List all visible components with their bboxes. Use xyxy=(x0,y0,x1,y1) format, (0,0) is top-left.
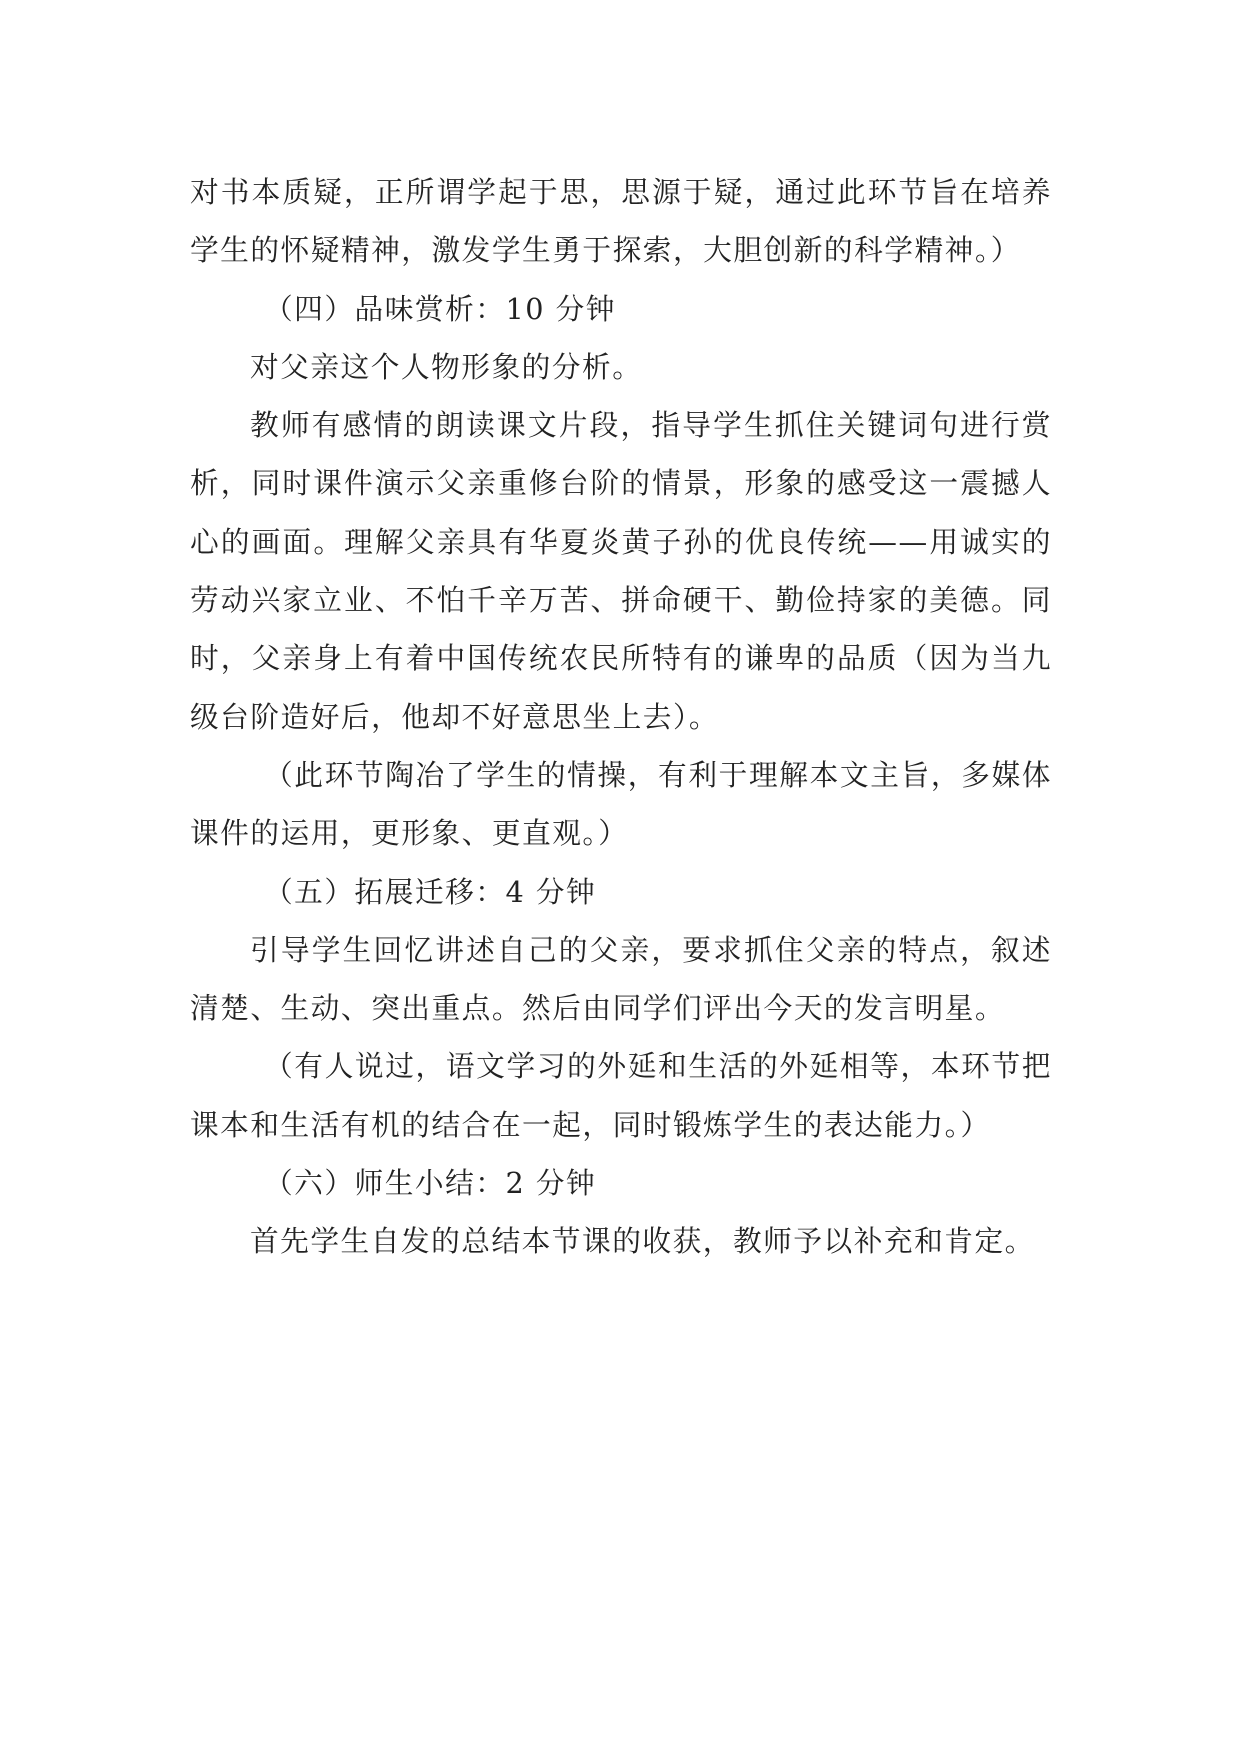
paragraph-question-spirit: 对书本质疑，正所谓学起于思，思源于疑，通过此环节旨在培养学生的怀疑精神，激发学生勇于探索，大胆创新的科学精神。） xyxy=(190,175,1052,268)
paragraph-guide-students: 引导学生回忆讲述自己的父亲，要求抓住父亲的特点，叙述清楚、生动、突出重点。然后由同学们评出今天的发言明星。 xyxy=(190,932,1052,1026)
paragraph-father-analysis: 对父亲这个人物形象的分析。 xyxy=(250,349,643,384)
document-page xyxy=(190,163,1052,1271)
paragraph-note-5: （有人说过，语文学习的外延和生活的外延相等，本环节把课本和生活有机的结合在一起，同时锻炼学生的表达能力。） xyxy=(190,1049,1052,1142)
section-heading-5: （五）拓展迁移：4 分钟 xyxy=(264,874,597,909)
paragraph-teacher-reading: 教师有感情的朗读课文片段，指导学生抓住关键词句进行赏析，同时课件演示父亲重修台阶的情景，形象的感受这一震撼人心的画面。理解父亲具有华夏炎黄子孙的优良传统——用诚实的劳动兴家立业、不怕千辛万苦、拼命硬干、勤俭持家的美德。同时，父亲身上有着中国传统农民所特有的谦卑的品质（因为当九级台阶造好后，他却不好意思坐上去）。 xyxy=(190,408,1052,734)
paragraph-note-4: （此环节陶冶了学生的情操，有利于理解本文主旨，多媒体课件的运用，更形象、更直观。） xyxy=(190,757,1052,851)
paragraph-summary: 首先学生自发的总结本节课的收获，教师予以补充和肯定。 xyxy=(250,1224,1035,1259)
section-heading-6: （六）师生小结：2 分钟 xyxy=(264,1166,597,1201)
section-heading-4: （四）品味赏析：10 分钟 xyxy=(264,291,616,326)
